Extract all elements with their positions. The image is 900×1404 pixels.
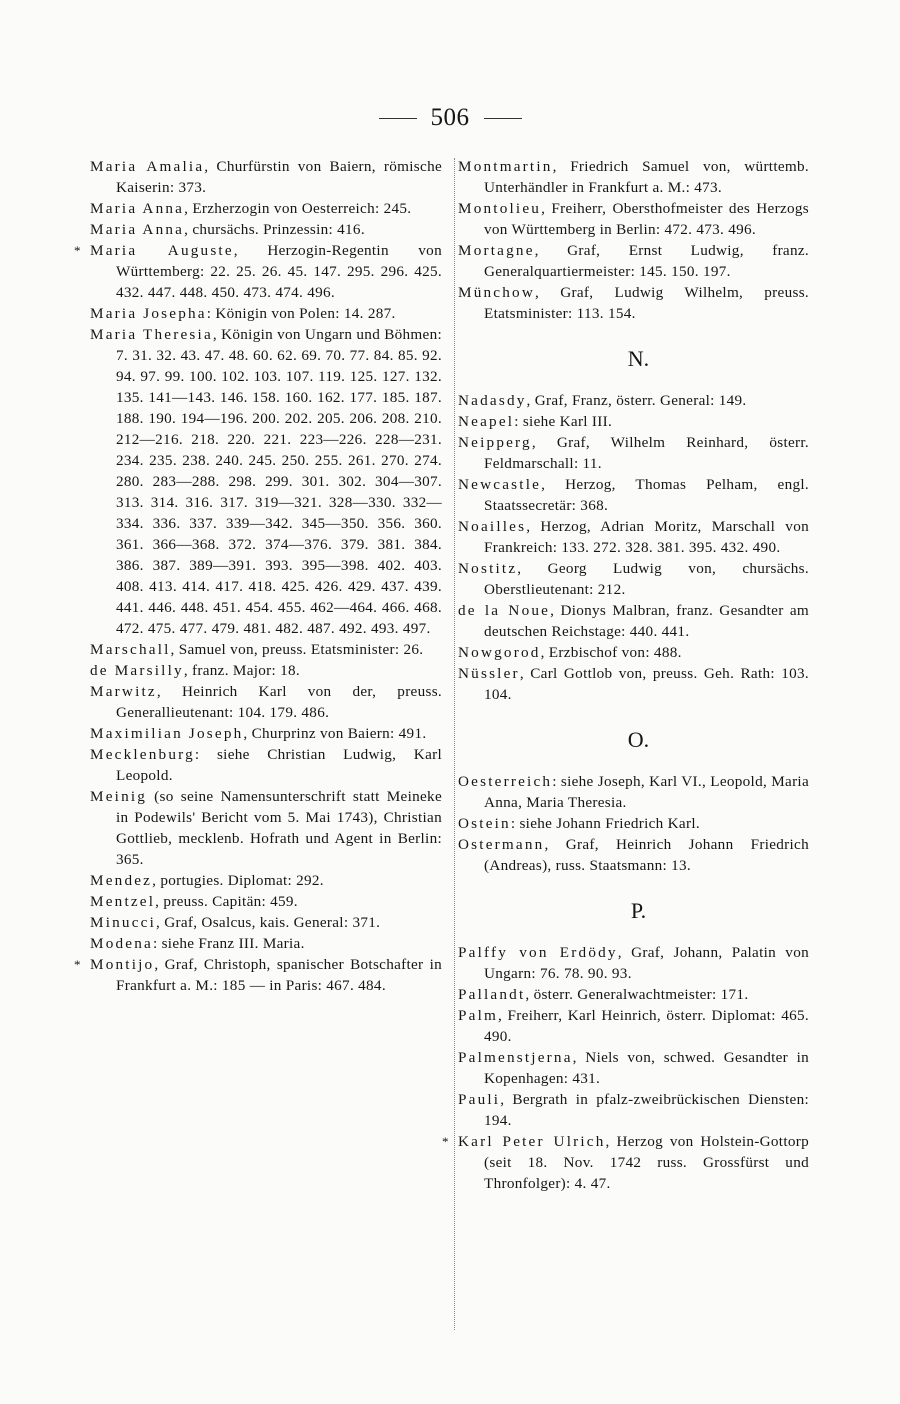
entry-text: , Churfürstin von Baiern, römische Kaiserin: 373. [116,158,442,196]
entry-text: , Königin von Ungarn und Böhmen: 7. 31. 32. 43. 47. 48. 60. 62. 69. 70. 77. 84. 85. 92. 94. 97. 99. 100. 102. 103. 107. 119. 125. 127. 132. 135. 141—143. 146. 158. 160. 162. 177. 185. 187. 188. 190. 194—196. 200. 202. 205. 206. 208. 210. 212—216. 218. 220. 221. 223—226. 228—231. 234. 235. 238. 240. 245. 250. 255. 261. 270. 274. 280. 283—288. 298. 299. 301. 302. 304—307. 313. 314. 316. 317. 319—321. 328—330. 332—334. 336. 337. 339—342. 345—350. 356. 360. 361. 366—368. 372. 374—376. 379. 381. 384. 386. 387. 389—391. 393. 395—398. 402. 403. 408. 413. 414. 417. 418. 425. 426. 429. 437. 439. 441. 446. 448. 451. 454. 455. 462—464. 466. 468. 472. 475. 477. 479. 481. 482. 487. 492. 493. 497. [116,326,442,637]
index-entry [90,870,442,891]
index-entry [90,891,442,912]
index-entry [458,642,809,663]
entry-text: , Graf, Franz, österr. General: 149. [526,392,747,409]
index-column-left [74,156,442,996]
index-entry [458,1005,809,1047]
entry-text: , Graf, Johann, Palatin von Ungarn: 76. 78. 90. 93. [484,944,809,982]
index-entry [90,660,442,681]
entry-term: Ostermann [458,836,545,853]
entry-term: Karl Peter Ulrich [458,1133,606,1150]
entry-term: Maria Amalia [90,158,205,175]
entry-term: Nüssler [458,665,520,682]
entry-term: Montmartin [458,158,553,175]
entry-text: , franz. Major: 18. [183,662,301,679]
entry-text: , Churprinz von Baiern: 491. [243,725,427,742]
entry-text: : siehe Joseph, Karl VI., Leopold, Maria Anna, Maria Theresia. [484,773,809,811]
entry-text: , Erzherzogin von Oesterreich: 245. [184,200,412,217]
index-entry [458,834,809,876]
index-entry [90,681,442,723]
entry-term: Newcastle [458,476,542,493]
index-entry [458,282,809,324]
entry-term: Minucci [90,914,157,931]
entry-text: , Niels von, schwed. Gesandter in Kopenhagen: 431. [484,1049,809,1087]
section-letter-heading: O. [627,727,650,752]
entry-term: de Marsilly [90,662,184,679]
entry-text: , Samuel von, preuss. Etatsminister: 26. [170,641,424,658]
entry-term: Meinig [90,788,148,805]
entry-term: Montolieu [458,200,542,217]
entry-text: , portugies. Diplomat: 292. [152,872,324,889]
entry-text: , Dionys Malbran, franz. Gesandter am deutschen Reichstage: 440. 441. [484,602,809,640]
entry-term: Modena [90,935,153,952]
entry-text: , Heinrich Karl von der, preuss. Generallieutenant: 104. 179. 486. [116,683,442,721]
index-entry [90,786,442,870]
index-entry [458,411,809,432]
index-entry: * Karl Peter Ulrich, Herzog von Holstein-Gottorp (seit 18. Nov. 1742 russ. Grossfürst und Thronfolger): 4. 47. [442,1133,809,1192]
index-entry [458,600,809,642]
entry-term: Nadasdy [458,392,527,409]
index-entry [458,813,809,834]
entry-term: Maria Anna [90,200,185,217]
entry-term: Neapel [458,413,515,430]
entry-text: , preuss. Capitän: 459. [155,893,298,910]
index-entry: * Montijo, Graf, Christoph, spanischer Botschafter in Frankfurt a. M.: 185 — in Paris: 467. 484. [74,956,442,994]
index-entry [458,663,809,705]
entry-text: , Graf, Wilhelm Reinhard, österr. Feldmarschall: 11. [484,434,809,472]
entry-term: Mortagne [458,242,535,259]
index-entry [90,219,442,240]
index-entry [458,198,809,240]
entry-term: de la Noue [458,602,551,619]
index-entry [458,771,809,813]
index-entry [90,744,442,786]
entry-term: Neipperg [458,434,532,451]
entry-term: Mecklenburg [90,746,195,763]
page-header [0,104,900,132]
entry-text: , Herzogin-Regentin von Württemberg: 22. 25. 26. 45. 147. 295. 296. 425. 432. 447. 448. 450. 473. 474. 496. [116,242,442,301]
entry-text: , Carl Gottlob von, preuss. Geh. Rath: 103. 104. [484,665,809,703]
index-entry [90,303,442,324]
entry-term: Maria Josepha [90,305,207,322]
index-entry [90,723,442,744]
entry-text: : siehe Christian Ludwig, Karl Leopold. [116,746,442,784]
entry-text: , Freiherr, Obersthofmeister des Herzogs von Württemberg in Berlin: 472. 473. 496. [484,200,809,238]
index-entry [458,432,809,474]
index-entry: * Maria Auguste, Herzogin-Regentin von Württemberg: 22. 25. 26. 45. 147. 295. 296. 425. 432. 447. 448. 450. 473. 474. 496. [74,242,442,301]
entry-text: : siehe Johann Friedrich Karl. [510,815,700,832]
index-entry [458,474,809,516]
entry-term: Mentzel [90,893,156,910]
entry-text: , Herzog von Holstein-Gottorp (seit 18. Nov. 1742 russ. Grossfürst und Thronfolger): 4. 47. [484,1133,809,1192]
entry-text: , chursächs. Prinzessin: 416. [184,221,365,238]
index-entry [90,639,442,660]
index-entry [90,912,442,933]
index-entry [90,933,442,954]
entry-text: , Herzog, Thomas Pelham, engl. Staatssecretär: 368. [484,476,809,514]
entry-text: , Freiherr, Karl Heinrich, österr. Diplomat: 465. 490. [484,1007,809,1045]
section-letter-heading: N. [627,346,650,371]
entry-text: , Georg Ludwig von, chursächs. Oberstlieutenant: 212. [484,560,809,598]
entry-term: Marwitz [90,683,157,700]
entry-term: Noailles [458,518,527,535]
entry-term: Palm [458,1007,499,1024]
entry-text: , Graf, Heinrich Johann Friedrich (Andreas), russ. Staatsmann: 13. [484,836,809,874]
entry-term: Maximilian Joseph [90,725,244,742]
entry-text: , Graf, Ludwig Wilhelm, preuss. Etatsminister: 113. 154. [484,284,809,322]
entry-text: : Königin von Polen: 14. 287. [206,305,396,322]
header-rule-right [484,118,522,119]
entry-term: Nowgorod [458,644,541,661]
entry-text: , Erzbischof von: 488. [540,644,682,661]
entry-text: : siehe Karl III. [514,413,613,430]
entry-text: , Friedrich Samuel von, württemb. Unterhändler in Frankfurt a. M.: 473. [484,158,809,196]
entry-term: Mendez [90,872,153,889]
index-entry [90,198,442,219]
entry-term: Pallandt [458,986,526,1003]
entry-text: , Graf, Ernst Ludwig, franz. Generalquartiermeister: 145. 150. 197. [484,242,809,280]
page-number: 506 [430,104,470,131]
index-entry [458,240,809,282]
entry-term: Oesterreich [458,773,553,790]
index-entry [458,390,809,411]
entry-term: Marschall [90,641,171,658]
entry-term: Ostein [458,815,511,832]
column-divider [454,158,455,1330]
entry-term: Maria Anna [90,221,185,238]
entry-term: Nostitz [458,560,518,577]
entry-term: Pauli [458,1091,501,1108]
entry-text: , Herzog, Adrian Moritz, Marschall von Frankreich: 133. 272. 328. 381. 395. 432. 490. [484,518,809,556]
index-entry [458,156,809,198]
entry-text: : siehe Franz III. Maria. [152,935,305,952]
entry-text: , Bergrath in pfalz-zweibrückischen Diensten: 194. [484,1091,809,1129]
entry-term: Montijo [90,956,155,973]
header-rule-left [379,118,417,119]
entry-text: , Graf, Osalcus, kais. General: 371. [156,914,381,931]
index-column-right [442,156,809,1194]
index-entry [458,1047,809,1089]
entry-text: , österr. Generalwachtmeister: 171. [525,986,749,1003]
index-entry [458,516,809,558]
index-entry [90,324,442,639]
entry-term: Palmenstjerna [458,1049,573,1066]
index-entry [90,156,442,198]
entry-term: Maria Theresia [90,326,213,343]
entry-term: Palffy von Erdödy [458,944,618,961]
index-entry [458,1089,809,1131]
index-entry [458,942,809,984]
entry-term: Münchow [458,284,535,301]
index-entry [458,558,809,600]
entry-text: , Graf, Christoph, spanischer Botschafter in Frankfurt a. M.: 185 — in Paris: 467. 484. [116,956,442,994]
entry-text: (so seine Namensunterschrift statt Meineke in Podewils' Bericht vom 5. Mai 1743), Christian Gottlieb, mecklenb. Hofrath und Agent in Berlin: 365. [116,788,442,868]
entry-term: Maria Auguste [90,242,234,259]
section-letter-heading: P. [630,898,647,923]
index-entry [458,984,809,1005]
